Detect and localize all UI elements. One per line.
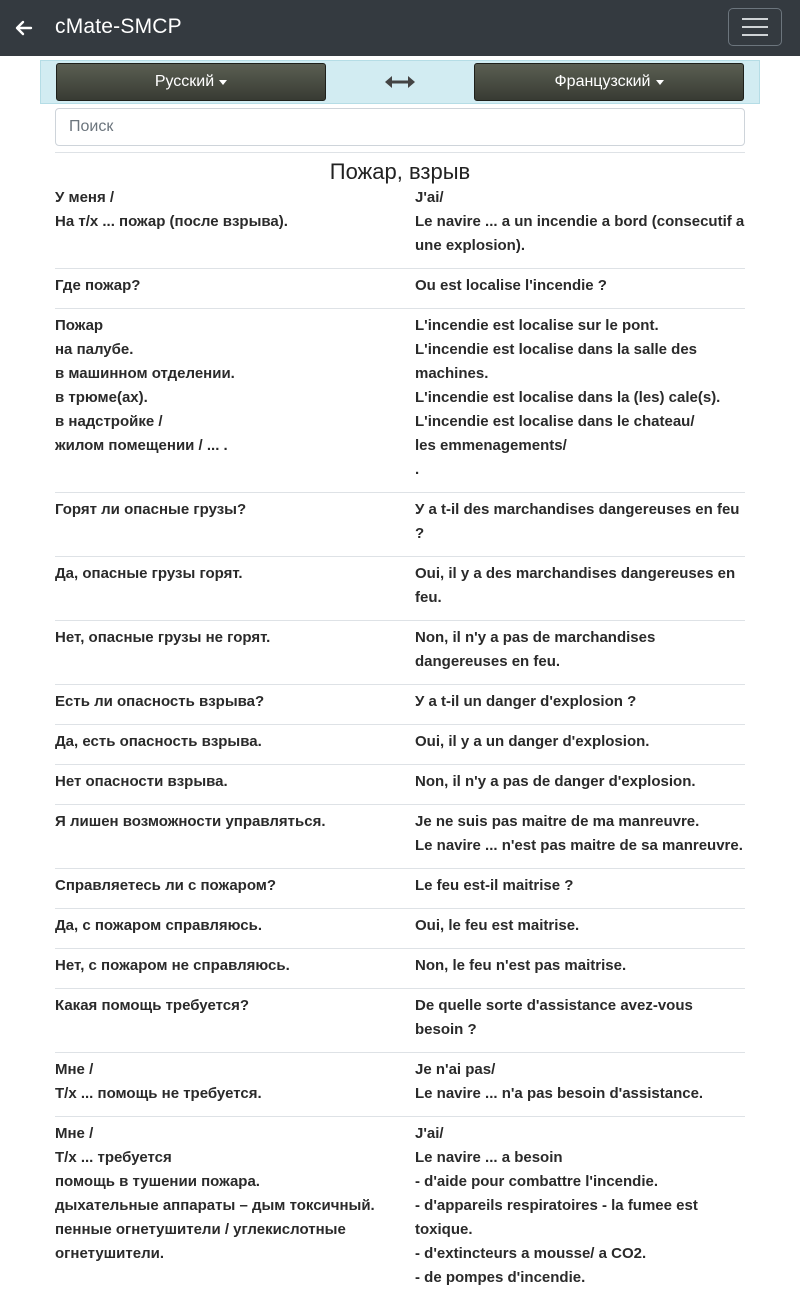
phrase-line: L'incendie est localise sur le pont.: [415, 314, 745, 338]
phrase-row[interactable]: [55, 309, 745, 493]
phrase-line: Да, есть опасность взрыва.: [55, 730, 415, 754]
phrase-line: Да, опасные грузы горят.: [55, 562, 415, 586]
phrase-line: Non, il n'y a pas de marchandises dangereuses en feu.: [415, 626, 745, 674]
french-phrase: [415, 725, 745, 765]
phrase-line: Oui, il y a un danger d'explosion.: [415, 730, 745, 754]
french-phrase: [415, 765, 745, 805]
phrase-line: Ou est localise l'incendie ?: [415, 274, 745, 298]
russian-phrase: [55, 685, 415, 725]
french-phrase: [415, 269, 745, 309]
phrase-row[interactable]: [55, 557, 745, 621]
phrase-line: les emmenagements/: [415, 434, 745, 458]
phrase-line: J'ai/: [415, 186, 745, 210]
french-phrase: [415, 949, 745, 989]
phrase-line: Нет, с пожаром не справляюсь.: [55, 954, 415, 978]
french-phrase: [415, 1117, 745, 1300]
phrase-line: L'incendie est localise dans la salle des machines.: [415, 338, 745, 386]
phrase-line: в машинном отделении.: [55, 362, 415, 386]
menu-button[interactable]: [728, 8, 782, 46]
phrase-line: Т/х ... помощь не требуется.: [55, 1082, 415, 1106]
french-phrase: [415, 557, 745, 621]
french-phrase: [415, 685, 745, 725]
phrase-line: Мне /: [55, 1058, 415, 1082]
language-bar: [40, 60, 760, 104]
phrase-line: Oui, le feu est maitrise.: [415, 914, 745, 938]
hamburger-menu-icon: [741, 16, 769, 38]
phrase-line: на палубе.: [55, 338, 415, 362]
french-phrase: [415, 186, 745, 269]
phrase-row[interactable]: [55, 1053, 745, 1117]
phrase-line: пенные огнетушители / углекислотные огнетушители.: [55, 1218, 415, 1266]
phrase-row[interactable]: [55, 909, 745, 949]
phrase-line: Пожар: [55, 314, 415, 338]
french-phrase: [415, 621, 745, 685]
phrase-line: Горят ли опасные грузы?: [55, 498, 415, 522]
arrow-left-icon: [14, 18, 34, 38]
search-input[interactable]: [55, 108, 745, 146]
phrase-line: Non, il n'y a pas de danger d'explosion.: [415, 770, 745, 794]
russian-phrase: [55, 557, 415, 621]
russian-phrase: [55, 725, 415, 765]
phrase-line: Нет, опасные грузы не горят.: [55, 626, 415, 650]
phrase-line: Справляетесь ли с пожаром?: [55, 874, 415, 898]
phrase-line: Есть ли опасность взрыва?: [55, 690, 415, 714]
phrase-line: У меня /: [55, 186, 415, 210]
phrase-line: Нет опасности взрыва.: [55, 770, 415, 794]
phrase-row[interactable]: [55, 685, 745, 725]
russian-phrase: [55, 805, 415, 869]
phrase-line: Le navire ... n'est pas maitre de sa manreuvre.: [415, 834, 745, 858]
phrase-line: Мне /: [55, 1122, 415, 1146]
phrase-line: Je n'ai pas/: [415, 1058, 745, 1082]
phrase-line: На т/х ... пожар (после взрыва).: [55, 210, 415, 234]
phrase-line: в надстройке /: [55, 410, 415, 434]
phrase-line: У a t-il un danger d'explosion ?: [415, 690, 745, 714]
phrase-line: Где пожар?: [55, 274, 415, 298]
phrase-row[interactable]: [55, 989, 745, 1053]
divider: [55, 152, 745, 153]
russian-phrase: [55, 1117, 415, 1300]
phrase-line: - d'extincteurs a mousse/ a CO2.: [415, 1242, 745, 1266]
russian-phrase: [55, 949, 415, 989]
phrase-line: жилом помещении / ... .: [55, 434, 415, 458]
phrase-line: Le navire ... a besoin: [415, 1146, 745, 1170]
russian-phrase: [55, 869, 415, 909]
phrase-line: De quelle sorte d'assistance avez-vous besoin ?: [415, 994, 745, 1042]
phrase-line: Oui, il y a des marchandises dangereuses en feu.: [415, 562, 745, 610]
phrase-line: Да, с пожаром справляюсь.: [55, 914, 415, 938]
french-phrase: [415, 909, 745, 949]
french-phrase: [415, 493, 745, 557]
caret-down-icon: [219, 80, 227, 85]
phrase-line: Non, le feu n'est pas maitrise.: [415, 954, 745, 978]
phrase-line: - d'appareils respiratoires - la fumee est toxique.: [415, 1194, 745, 1242]
phrase-line: Какая помощь требуется?: [55, 994, 415, 1018]
phrase-line: помощь в тушении пожара.: [55, 1170, 415, 1194]
russian-phrase: [55, 909, 415, 949]
phrase-line: дыхательные аппараты – дым токсичный.: [55, 1194, 415, 1218]
phrase-line: Le navire ... n'a pas besoin d'assistance.: [415, 1082, 745, 1106]
phrase-row[interactable]: [55, 1117, 745, 1300]
phrase-line: - de pompes d'incendie.: [415, 1266, 745, 1290]
french-phrase: [415, 869, 745, 909]
russian-phrase: [55, 309, 415, 493]
source-language-dropdown[interactable]: [56, 63, 326, 101]
phrase-line: L'incendie est localise dans la (les) cale(s).: [415, 386, 745, 410]
french-phrase: [415, 989, 745, 1053]
french-phrase: [415, 1053, 745, 1117]
phrase-table: [55, 186, 745, 1300]
russian-phrase: [55, 269, 415, 309]
app-bar: [0, 0, 800, 56]
source-language-label: Русский: [155, 73, 214, 91]
target-language-label: Французский: [555, 73, 651, 91]
phrase-row[interactable]: [55, 869, 745, 909]
russian-phrase: [55, 765, 415, 805]
phrase-row[interactable]: [55, 805, 745, 869]
phrase-line: У a t-il des marchandises dangereuses en feu ?: [415, 498, 745, 546]
phrase-row[interactable]: [55, 186, 745, 269]
phrase-row[interactable]: [55, 765, 745, 805]
phrase-row[interactable]: [55, 269, 745, 309]
phrase-line: Le feu est-il maitrise ?: [415, 874, 745, 898]
phrase-row[interactable]: [55, 493, 745, 557]
russian-phrase: [55, 186, 415, 269]
phrase-line: Я лишен возможности управляться.: [55, 810, 415, 834]
phrase-row[interactable]: [55, 621, 745, 685]
phrase-line: - d'aide pour combattre l'incendie.: [415, 1170, 745, 1194]
section-title: Пожар, взрыв: [55, 159, 745, 185]
french-phrase: [415, 309, 745, 493]
phrase-line: J'ai/: [415, 1122, 745, 1146]
phrase-row[interactable]: [55, 949, 745, 989]
russian-phrase: [55, 621, 415, 685]
russian-phrase: [55, 1053, 415, 1117]
phrase-row[interactable]: [55, 725, 745, 765]
russian-phrase: [55, 989, 415, 1053]
french-phrase: [415, 805, 745, 869]
phrase-line: L'incendie est localise dans le chateau/: [415, 410, 745, 434]
caret-down-icon: [656, 80, 664, 85]
swap-languages-button[interactable]: [381, 67, 419, 97]
russian-phrase: [55, 493, 415, 557]
target-language-dropdown[interactable]: [474, 63, 744, 101]
app-title: cMate-SMCP: [55, 15, 182, 39]
back-button[interactable]: [8, 12, 40, 44]
phrase-line: Je ne suis pas maitre de ma manreuvre.: [415, 810, 745, 834]
phrase-line: .: [415, 458, 745, 482]
phrase-line: в трюме(ах).: [55, 386, 415, 410]
swap-arrows-icon: [383, 73, 417, 91]
phrase-line: Le navire ... a un incendie a bord (consecutif a une explosion).: [415, 210, 745, 258]
phrase-line: Т/х ... требуется: [55, 1146, 415, 1170]
